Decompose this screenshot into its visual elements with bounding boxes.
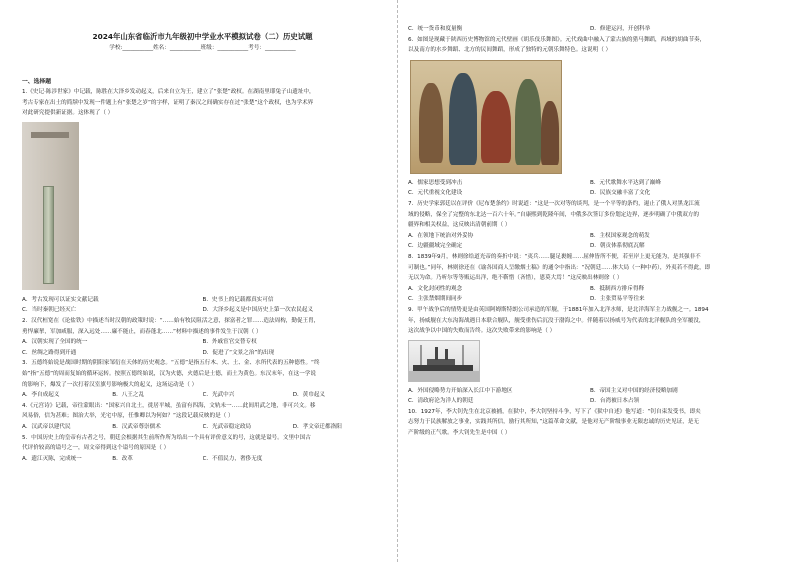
option-a[interactable]: A．汉武帝以建代民 [22, 423, 71, 430]
option-d[interactable]: D．台湾被日本占领 [590, 398, 640, 405]
option-a[interactable]: A．李自成起义 [22, 392, 60, 399]
option-a[interactable]: A．汉朝实现了全国的统一 [22, 339, 88, 346]
option-c[interactable]: C．清政府沦为洋人的朝廷 [408, 398, 474, 405]
options-row [408, 24, 772, 35]
question-text: 这次战争以中国的失败而告终。这次失败带来的影响是（ ） [408, 328, 556, 335]
question-5 [22, 433, 383, 465]
question-text: 1.《史记·陈涉世家》中记载，陈胜在大泽乡发动起义，后来自立为王，建立了“张楚”政权。在湖南里耶兔子山遗址中， [22, 89, 315, 95]
question-3 [22, 358, 383, 400]
options-row [22, 337, 383, 348]
student-info-line: 学校:___________姓名：___________班级：___________考号：___________ [109, 45, 296, 51]
options-row [408, 231, 772, 242]
option-c[interactable]: C．当时秦朝已经灭亡 [22, 307, 77, 314]
options-row [408, 188, 772, 199]
question-text: 始”指“五德”的周而复始的循环运转。按照五德终始说，汉为火德，火德后是土德，而土为黄色。东汉末年，在这一学说 [22, 370, 316, 377]
option-a[interactable]: A．儒家思想受到冲击 [408, 179, 463, 186]
option-c[interactable]: C．元代重视文化建设 [408, 190, 463, 197]
question-text: 10．1927年，李大钊先生在北京被捕，在狱中，李大钊坚持斗争，写下了《狱中自述》他写道：“钊自束发受书，即夹 [408, 408, 701, 415]
option-a[interactable]: A．文化封闭性的观念 [408, 285, 463, 292]
option-c[interactable]: C．主张禁烟期间同步 [408, 296, 463, 303]
question-text: 的影响下，爆发了一次打着汉室旗号影响极大的起义，这场运动是（ ） [22, 381, 198, 388]
options-row [408, 396, 772, 407]
question-7 [408, 199, 772, 252]
question-text: 8．1839年9月，林则徐给道光帝的奏折中说：“夷兵……腿足裹缠……屈伸皆所不便，若至岸上更无能为，是其强非不 [408, 253, 701, 260]
question-text: 疆界和相关权益，这反映出清朝前期（ ） [408, 222, 511, 229]
option-b[interactable]: B．史书上的记载都真实可信 [202, 296, 274, 303]
question-text: 域的侵略，保全了完整的东北达一百六十年。”自康熙到乾隆年间，中俄多次签订多份划定边界，逐步明确了中俄双方的 [408, 211, 699, 218]
option-b[interactable]: B．抵制西方排斥得释 [590, 285, 645, 292]
question-text: 产阶级的正气歌。李大钊先生是中国（ ） [408, 430, 511, 437]
question-text: 4.《元宫诗》记载，帝往蒙眼出：“国家兴自北土，徙居平城，虽富有四海，文轨未一……此间用武之地，非可兴文。移 [22, 402, 316, 409]
question-text: 6．如图是现藏于陕西历史博物馆的元代壁画《胡乐伎乐舞图》。元代戏曲中融入了蒙古族的猎马舞蹈，西域的胡曲节奏， [408, 36, 706, 43]
option-a[interactable]: A．在领地下统治对外妥协 [408, 232, 474, 239]
question-8 [408, 252, 772, 305]
options-row [408, 178, 772, 189]
question-text: 2．汉代桓宽在《论盐铁》中描述当时汉朝的政策时说：“……始有牧民阻活之意，探富者之罪……造法周构，勤促王胄， [22, 317, 320, 324]
question-text: 5．中国历史上的皇帝有古者之号，朝廷会根据其生前所作所为给出一个具有评价意义的号，这就是谥号。文里中国古 [22, 434, 311, 441]
mural-figure [481, 91, 511, 163]
question-text: 风易俗，信为甚难；图治大举，光宅中原，任惟卿以为何如？”这段记载反映的是（ ） [22, 413, 234, 420]
question-4 [22, 401, 383, 433]
option-d[interactable]: D．促进了“文景之治”的出现 [202, 349, 275, 356]
option-b[interactable]: B．主权国家观念的萌发 [590, 232, 650, 239]
mural-figure [515, 79, 541, 165]
options-row [22, 295, 383, 306]
question-text: 考古专家在出土的简牍中发现一件题上有“张楚之岁”的字样，证明了秦汉之间确实存在过“张楚”这个政权，也为学术界 [22, 99, 314, 106]
options-row [408, 241, 772, 252]
question-text: 可制也。”同年，林则徐还在《谕各国商人呈缴烟土稿》的通令中指出：“况朝廷……体大局（一种中药），外夷若不得此，即 [408, 264, 711, 271]
question-text: 3．五德终始说是战国时期的阴阳家邹衍在天体的历史观念。“五德”是指五行木、火、土、金、水所代表的五种德性。“终 [22, 360, 320, 367]
mural-figure [419, 83, 443, 163]
exam-title: 2024年山东省临沂市九年级初中学业水平模拟试卷（二）历史试题 [92, 32, 313, 41]
right-column [397, 0, 794, 562]
question-9 [408, 305, 772, 407]
options-row [408, 294, 772, 305]
option-a[interactable]: A．考古发现可以证实文献记载 [22, 296, 99, 303]
option-d[interactable]: D．修建运河，开创科举 [590, 26, 651, 32]
option-c[interactable]: C．光武中兴 [202, 392, 235, 399]
options-row [408, 386, 772, 397]
section-heading: 一、选择题 [22, 79, 51, 85]
question-10 [408, 407, 772, 439]
question-text: 对此研究提供新证据。这体现了（ ） [22, 110, 114, 117]
question-text: 志努力于民族解放之事业，实践其所信，励行其所知，”这篇革命文献，是他对无产阶级事业无限忠诚的历史见证，是无 [408, 419, 699, 426]
option-a[interactable]: A．遗江灭陈，完成统一 [22, 455, 82, 462]
options-row [22, 305, 383, 316]
option-c[interactable]: C．边疆疆域完全确定 [408, 243, 463, 250]
options-row [408, 284, 772, 295]
option-b[interactable]: B．改革 [112, 455, 133, 462]
option-a[interactable]: A．外国侵略势力开始深入长江中下游地区 [408, 387, 513, 394]
mural-figure [541, 101, 559, 165]
option-d[interactable]: D．主张贸易平等往来 [590, 296, 645, 303]
question-text: 年，扬威舰在大东沟海战遇日本联合舰队，舰受重伤后沉没于渤海之中。伴随着以扬威号为代表的北洋舰队的全军覆没， [408, 317, 705, 324]
question-1 [22, 87, 383, 316]
option-c[interactable]: C．丝绸之路得到开通 [22, 349, 77, 356]
options-row [22, 390, 383, 401]
yuan-mural-image [410, 60, 562, 174]
question-text: 勇悍廉挈，军加咸服，深入远处……廉不能止，而春蓬北……”材料中描述的事件发生于汉朝（ ） [22, 328, 262, 335]
question-text: 9．甲午战争后的情势更是由英国阿姆斯特朗公司承造的军舰，于1881年加入北洋水师，是北洋海军主力战舰之一。1894 [408, 306, 709, 313]
option-d[interactable]: D．大泽乡起义是中国历史上第一次农民起义 [202, 307, 314, 314]
warship-photo [408, 340, 480, 382]
option-d[interactable]: D．民族交融丰富了文化 [590, 190, 651, 197]
question-text: 代评价较高的谥号之一，周文帝得到这个谥号的原因是（ ） [22, 445, 170, 452]
option-b[interactable]: B．汉武帝尊崇儒术 [112, 423, 161, 430]
question-text: 以及南方的水乡舞蹈、北方的民间舞蹈，形成了独特的元朝乐舞特色。这说明（ ） [408, 47, 612, 54]
option-d[interactable]: D．黄巾起义 [292, 392, 326, 399]
warship-drawing [409, 341, 479, 381]
option-c[interactable]: C．统一货币和度量衡 [408, 26, 463, 32]
option-b[interactable]: B．八王之乱 [112, 392, 145, 399]
question-text: 7．历史学家郭廷以在评价《尼布楚条约》时说道：“这是一次对等的谈判，是一个平等的条约，遏止了俄人对黑龙江流 [408, 200, 700, 207]
bamboo-slip [43, 186, 54, 284]
option-c[interactable]: C．不值民力，奢侈无度 [202, 455, 263, 462]
question-6 [408, 35, 772, 199]
option-d[interactable]: D．朝贡体系彻底瓦解 [590, 243, 645, 250]
question-text: 无以为命。乃听尔等等贩运出洋，绝不靳惜（吝惜），恩莫大焉！”这反映出林则徐（ ） [408, 275, 623, 282]
options-row [22, 454, 383, 465]
options-row [22, 422, 383, 433]
option-d[interactable]: D．孝文帝迁都洛阳 [292, 423, 342, 430]
option-c[interactable]: C．光武帝稳定政局 [202, 423, 252, 430]
option-b[interactable]: B．元代歌舞水平达到了巅峰 [590, 179, 661, 186]
question-2 [22, 316, 383, 358]
option-d[interactable] [293, 454, 383, 465]
option-b[interactable]: B．外戚宦官交替专权 [202, 339, 257, 346]
mural-figure [449, 73, 477, 165]
options-row [22, 348, 383, 359]
bamboo-slip-photo [22, 122, 79, 290]
option-b[interactable]: B．帝国主义对中国的经济侵略加剧 [590, 387, 678, 394]
label-plate [31, 132, 69, 138]
